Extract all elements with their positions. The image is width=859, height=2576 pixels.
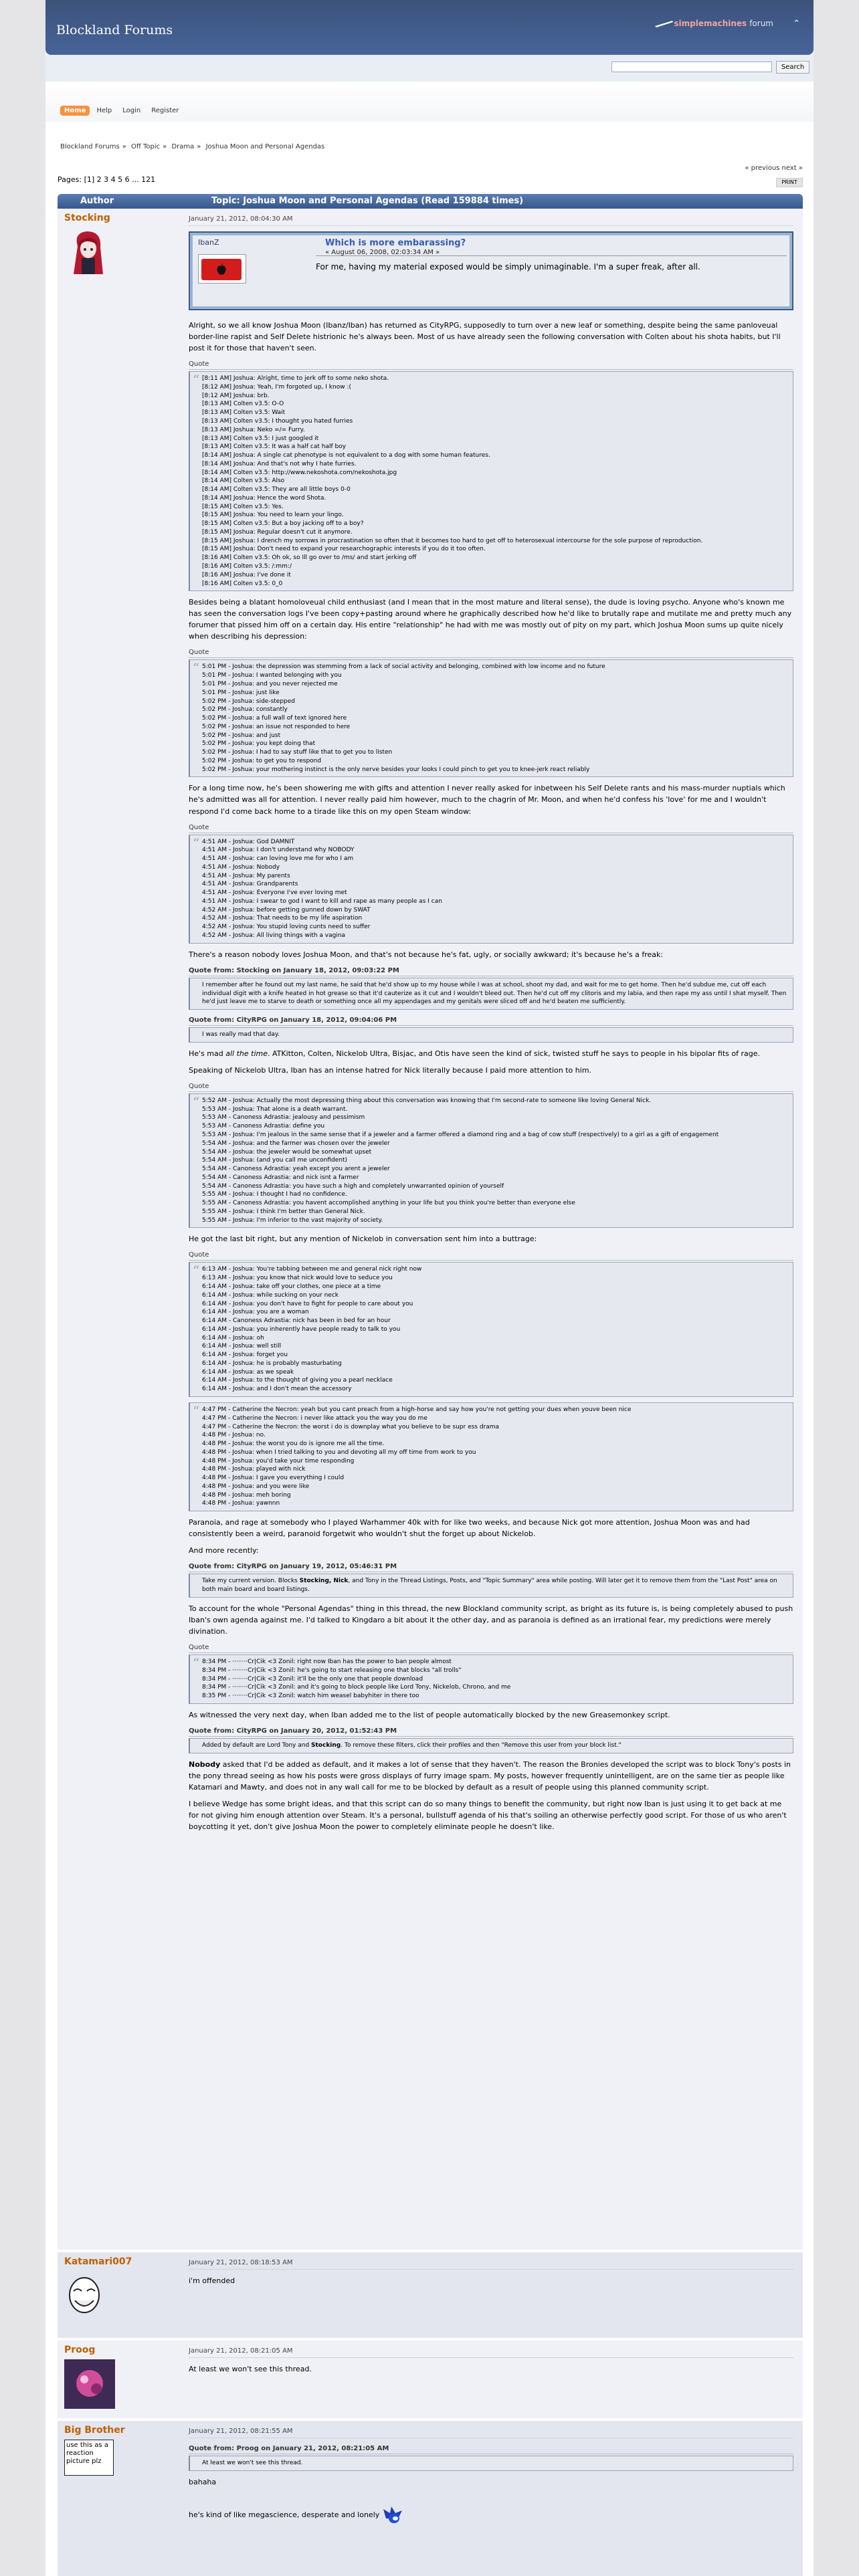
quote-line: 6:14 AM - Joshua: to the thought of giving you a pearl necklace (202, 1377, 393, 1384)
quote-header: Quote (189, 1644, 793, 1653)
forum-header (45, 0, 814, 55)
quote-line: 4:51 AM - Joshua: Everyone I've ever loving met (202, 889, 347, 897)
post-text: bahaha (189, 2477, 217, 2486)
quote-line: 6:14 AM - Canoness Adrastia: nick has been in bed for an hour (202, 1317, 391, 1325)
quote-line: [8:16 AM] Colten v3.5: Oh ok, so Ill go over to /ms/ and start jerking off (202, 554, 417, 562)
text-span: , and Tony in the Thread Listings, Posts, and "Topic Summary" area while posting. Will later get it to remove them from the "Last Post" area on both main board and board listings. (202, 1578, 777, 1594)
quote-line: 5:01 PM - Joshua: I wanted belonging with you (202, 672, 342, 679)
quote-line: 5:02 PM - Joshua: I had to say stuff like that to get you to listen (202, 749, 393, 756)
quote-block: “ 8:34 PM - ········Cr|Cik <3 Zonil: right now Iban has the power to ban people almost 8:34 PM - ········Cr|Cik <3 Zonil: he's going to start releasing one that blocks "all trolls" 8:34 PM - ········Cr|Cik <3 Zonil: it'll be the only one that people download 8:34 PM - ········Cr|Cik <3 Zonil: and it's going to block people like Lord Tony, Nickelob, Chrono, and me 8:35 PM - ········Cr|Cik <3 Zonil: watch him weasel babyhiter in there too (189, 1654, 793, 1704)
quote-line: 5:02 PM - Joshua: an issue not responded to here (202, 723, 351, 730)
post-paragraph: For a long time now, he's been showering me with gifts and attention I never really asked for inbetween his Self Delete rants and his mass-murder nuptials which he's admitted was all for attention. I never really paid him however, much to the chagrin of Mr. Moon, and when he'd confess his 'love' for me and I wouldn't respond I'd come back home to a tirade like this on my open Steam window: (189, 784, 785, 816)
breadcrumb-topic[interactable]: Joshua Moon and Personal Agendas (205, 143, 325, 150)
quote-line: 4:51 AM - Joshua: My parents (202, 872, 290, 879)
quote-header: Quote (189, 649, 793, 658)
quote-line: 5:53 AM - Joshua: That alone is a death warrant. (202, 1105, 348, 1113)
quote-text (195, 1577, 787, 1594)
quote-line: 5:55 AM - Joshua: I think I'm better than General Nick. (202, 1208, 365, 1215)
post-date: January 21, 2012, 08:04:30 AM (189, 215, 793, 226)
quote-line: 5:55 AM - Joshua: I thought I had no confidence. (202, 1191, 347, 1198)
pagination[interactable]: Pages: [1] 2 3 4 5 6 ... 121 (58, 175, 156, 184)
quote-line: 5:01 PM - Joshua: just like (202, 689, 280, 696)
smf-logo[interactable] (655, 19, 773, 28)
apple-icon (216, 263, 227, 276)
post-text: At least we won't see this thread. (189, 2365, 312, 2373)
quote-line: 4:48 PM - Joshua: no. (202, 1432, 266, 1439)
quote-line: [8:14 AM] Colten v3.5: Also (202, 477, 285, 485)
post-body (189, 2341, 793, 2387)
sig-title: Which is more embarassing? (325, 238, 466, 248)
quote-text (195, 1741, 787, 1750)
bold-text: Stocking, Nick (299, 1578, 349, 1585)
post-paragraph: Paranoia, and rage at somebody who I played Warhammer 40k with for like two weeks, and because Nick got more attention, Joshua Moon was and had consistently been a weird, paranoid forgetwit who wouldn't shut the forget up about Nickelob. (189, 1518, 750, 1539)
breadcrumb-drama[interactable]: Drama (171, 143, 195, 150)
smf-logo-brand: simplemachines (674, 19, 747, 28)
quote-line: [8:15 AM] Joshua: I drench my sorrows in procrastination so often that it becomes too hard to get off to heterosexual intercourse for the sole purpose of reproduction. (202, 537, 703, 544)
avatar[interactable] (64, 227, 165, 283)
quote-line: 5:53 AM - Canoness Adrastia: jealousy and pessimism (202, 1114, 365, 1121)
quote-block (189, 1574, 793, 1598)
post-body (189, 2252, 793, 2298)
quote-line: 4:51 AM - Joshua: I don't understand why NOBODY (202, 847, 355, 854)
quote-line: 6:14 AM - Joshua: as we speak (202, 1368, 294, 1376)
quote-line: 5:02 PM - Joshua: to get you to respond (202, 757, 322, 764)
poster-info (64, 2345, 165, 2411)
menu-login[interactable]: Login (122, 107, 141, 114)
quote-block: “ 5:52 AM - Joshua: Actually the most depressing thing about this conversation was knowing that I'm second-rate to someone like loving General Nick. 5:53 AM - Joshua: That alone is a death warrant. 5:53 AM - Canoness Adrastia: jealousy and pessimism 5:53 AM - Canoness Adrastia: define you 5:53 AM - Joshua: I'm jealous in the same sense that if a jeweler and a farmer offered a diamond ring and a bag of cow stuff (respectively) to a girl as a gift of engagement 5:54 AM - Joshua: and the farmer was chosen over the jeweler 5:54 AM - Joshua: the jeweler would be somewhat upset 5:54 AM - Joshua: (and you call me unconfident) 5:54 AM - Canoness Adrastia: yeah except you arent a jeweler 5:54 AM - Canoness Adrastia: and nick isnt a farmer 5:54 AM - Canoness Adrastia: you have such a high and completely unwarranted opinion of yourself 5:55 AM - Joshua: I thought I had no confidence. 5:55 AM - Canoness Adrastia: you havent accomplished anything in your life but you think you're better than everyone else 5:55 AM - Joshua: I think I'm better than General Nick. 5:55 AM - Joshua: I'm inferior to the vast majority of society. (189, 1093, 793, 1228)
post-paragraph: Alright, so we all know Joshua Moon (Ibanz/Iban) has returned as CityRPG, supposedly to turn over a new leaf or something, despite being the same panloveual border-line rapist and Self Delete histrionic he's always been. Most of us have already seen the following conversation with Colten about his shota habits, but I'll post it for those that haven't seen. (189, 321, 781, 353)
quote-line: 4:47 PM - Catherine the Necron: the worst i do is downplay what you believe to be supr ess drama (202, 1423, 500, 1430)
poster-name[interactable]: Stocking (64, 213, 110, 223)
post-paragraph (189, 1759, 793, 1793)
main-menu-bar (45, 82, 814, 122)
quote-line: [8:11 AM] Joshua: Alright, time to jerk off to some neko shota. (202, 375, 389, 383)
quote-line: 5:54 AM - Canoness Adrastia: you have such a high and completely unwarranted opinion of yourself (202, 1182, 504, 1190)
text-span: Added by default are Lord Tony and (202, 1741, 312, 1749)
quote-line: 6:14 AM - Joshua: take off your clothes, one piece at a time (202, 1283, 381, 1291)
avatar-image (64, 227, 111, 281)
post (58, 209, 803, 2252)
sig-text: For me, having my material exposed would be simply unimaginable. I'm a super freak, after all. (316, 262, 700, 272)
quote-line: 5:53 AM - Joshua: I'm jealous in the same sense that if a jeweler and a farmer offered a diamond ring and a bag of cow stuff (respectively) to a girl as a gift of engagement (202, 1132, 719, 1139)
quote-block: “ 4:47 PM - Catherine the Necron: yeah but you cant preach from a high-horse and say how you're not getting your dues when youve been nice 4:47 PM - Catherine the Necron: i never like attack you the way you do me 4:47 PM - Catherine the Necron: the worst i do is downplay what you believe to be supr ess drama 4:48 PM - Joshua: no. 4:48 PM - Joshua: the worst you do is ignore me all the time. 4:48 PM - Joshua: when I tried talking to you and devoting all my off time from work to you 4:48 PM - Joshua: you'd take your time responding 4:48 PM - Joshua: played with nick 4:48 PM - Joshua: I gave you everything I could 4:48 PM - Joshua: and you were like 4:48 PM - Joshua: meh boring 4:48 PM - Joshua: yawnnn (189, 1402, 793, 1511)
quote-line: 4:48 PM - Joshua: I gave you everything I could (202, 1475, 345, 1482)
topic-title: Topic: Joshua Moon and Personal Agendas (Read 159884 times) (211, 196, 524, 206)
quote-line: 8:34 PM - ········Cr|Cik <3 Zonil: right now Iban has the power to ban people almost (202, 1658, 452, 1665)
quote-line: 8:34 PM - ········Cr|Cik <3 Zonil: it'll be the only one that people download (202, 1675, 423, 1683)
quote-line: 5:52 AM - Joshua: Actually the most depressing thing about this conversation was knowing that I'm second-rate to someone like loving General Nick. (202, 1097, 652, 1104)
prev-next-links[interactable]: « previous next » (745, 165, 803, 172)
quote-line: 5:54 AM - Joshua: the jeweler would be somewhat upset (202, 1148, 372, 1156)
sig-date: « August 06, 2008, 02:03:34 AM » (325, 249, 440, 256)
quote-line: 6:13 AM - Joshua: You're tabbing between me and general nick right now (202, 1266, 422, 1273)
quote-line: [8:16 AM] Colten v3.5: /:mm:/ (202, 562, 292, 570)
bold-text: Stocking (311, 1741, 341, 1749)
quote-line: [8:15 AM] Joshua: Don't need to expand your researchographic interests if you do it too often. (202, 546, 486, 553)
emphasis-text: all the time (225, 1049, 268, 1058)
quote-line: 4:51 AM - Joshua: can loving love me for who I am (202, 855, 354, 863)
quote-line: 5:02 PM - Joshua: side-stepped (202, 697, 296, 705)
poster-name[interactable]: Proog (64, 2345, 96, 2355)
post-date: January 21, 2012, 08:21:05 AM (189, 2347, 793, 2358)
post (58, 2341, 803, 2421)
quote-line: 8:34 PM - ········Cr|Cik <3 Zonil: he's going to start releasing one that blocks "all trolls" (202, 1667, 462, 1674)
quote-line: [8:14 AM] Joshua: And that's not why I hate furries. (202, 460, 357, 467)
quote-text: At least we won't see this thread. (202, 2460, 303, 2466)
quote-line: 6:14 AM - Joshua: well still (202, 1343, 282, 1350)
quote-line: [8:15 AM] Colten v3.5: But a boy jacking off to a boy? (202, 520, 364, 528)
search-button[interactable]: Search (776, 61, 809, 74)
page-wrapper (45, 0, 814, 2576)
quote-line: 6:14 AM - Joshua: you don't have to fight for people to care about you (202, 1300, 413, 1307)
avatar[interactable] (64, 2359, 165, 2411)
quote-line: 4:52 AM - Joshua: All living things with a vagina (202, 932, 346, 939)
post-text (189, 2505, 793, 2525)
quote-line: [8:14 AM] Colten v3.5: http://www.nekoshota.com/nekoshota.jpg (202, 469, 397, 476)
quote-line: [8:13 AM] Joshua: Neko =/= Furry. (202, 426, 305, 433)
quote-line: 4:48 PM - Joshua: and you were like (202, 1483, 310, 1490)
quote-line: 6:14 AM - Joshua: while sucking on your neck (202, 1291, 339, 1299)
quote-text: I remember after he found out my last name, he said that he'd show up to my house while I was at school, shoot my dad, and wait for me to get home. Then he'd subdue me, cut off each individual digit with a knife heated in hot grease so that it'd cauterize as it cut and I wouldn't bleed out. Then he'd cut off my clitoris and my labia, and then rape my ass until I shat myself. Then he'd just leave me to starve to death or something once all my appendages and my genitals were sliced off and he'd beaten me sufficiently. (202, 981, 787, 1006)
quote-line: 5:02 PM - Joshua: a full wall of text ignored here (202, 715, 347, 722)
quote-text: I was really mad that day. (202, 1031, 280, 1039)
quote-line: 5:54 AM - Canoness Adrastia: yeah except you arent a jeweler (202, 1166, 390, 1173)
bold-text: Nobody (189, 1759, 221, 1769)
avatar[interactable] (64, 2271, 165, 2320)
poster-info (64, 2256, 165, 2320)
quote-line: 4:52 AM - Joshua: That needs to be my life aspiration (202, 915, 363, 922)
main-menu (60, 106, 183, 116)
quote-line: 4:48 PM - Joshua: meh boring (202, 1491, 291, 1499)
topic-header-bar (58, 194, 803, 209)
quote-line: 8:34 PM - ········Cr|Cik <3 Zonil: and it's going to block people like Lord Tony, Nickelob, Chrono, and me (202, 1684, 511, 1691)
quote-line: 5:53 AM - Canoness Adrastia: define you (202, 1123, 325, 1130)
quote-line: 4:47 PM - Catherine the Necron: i never like attack you the way you do me (202, 1414, 427, 1422)
text-span: . To remove these filters, click their profiles and then "Remove this user from your block list." (341, 1741, 622, 1749)
menu-help[interactable]: Help (96, 107, 112, 114)
breadcrumb-off-topic[interactable]: Off Topic (131, 143, 161, 150)
quote-line: [8:14 AM] Colten v3.5: They are all little boys 0-0 (202, 486, 351, 494)
text-span: He's mad (189, 1049, 226, 1058)
search-input[interactable] (611, 62, 772, 72)
print-button[interactable]: PRINT (776, 178, 803, 187)
avatar-text: use this as a reaction picture plz (66, 2442, 108, 2465)
sonic-emoji-icon (382, 2505, 403, 2525)
post-paragraph: And more recently: (189, 1546, 259, 1555)
post-paragraph: He got the last bit right, but any mention of Nickelob in conversation sent him into a buttrage: (189, 1235, 537, 1244)
quote-line: 5:55 AM - Canoness Adrastia: you havent accomplished anything in your life but you think you're better than everyone else (202, 1200, 575, 1207)
quote-line: [8:14 AM] Joshua: A single cat phenotype is not equivalent to a dog with some human features. (202, 452, 490, 459)
menu-register[interactable]: Register (151, 107, 179, 114)
search-bar (45, 55, 814, 82)
post-paragraph: Besides being a blatant homoloveual child enthusiast (and I mean that in the most mature and literal sense), the dude is loving psycho. Anyone who's known me has seen the conversation logs I've been copy+pasting around where he graphically described how he'd like to brutally rape and mutilate me and pretty much any forumer that pissed him off on a certain day. His entire "relationship" he had with me was mostly out of pity on my part, which Joshua Moon sums up quite nicely when describing his depression: (189, 598, 792, 641)
poster-name[interactable]: Katamari007 (64, 2256, 132, 2267)
quote-header[interactable]: Quote from: CityRPG on January 18, 2012, 09:04:06 PM (189, 1016, 793, 1026)
quote-line: [8:15 AM] Joshua: You need to learn your lingo. (202, 512, 344, 519)
poster-info (64, 213, 165, 283)
quote-block: “ 4:51 AM - Joshua: God DAMNIT 4:51 AM - Joshua: I don't understand why NOBODY 4:51 AM - Joshua: can loving love me for who I am 4:51 AM - Joshua: Nobody 4:51 AM - Joshua: My parents 4:51 AM - Joshua: Grandparents 4:51 AM - Joshua: Everyone I've ever loving met 4:51 AM - Joshua: I swear to god I want to kill and rape as many people as I can 4:52 AM - Joshua: before getting gunned down by SWAT 4:52 AM - Joshua: That needs to be my life aspiration 4:52 AM - Joshua: You stupid loving cunts need to suffer 4:52 AM - Joshua: All living things with a vagina (189, 835, 793, 944)
post-paragraph: As witnessed the very next day, when Iban added me to the list of people automatically blocked by the new Greasemonkey script. (189, 1710, 670, 1719)
signature-inner (193, 235, 789, 306)
quote-header[interactable]: Quote from: Stocking on January 18, 2012, 09:03:22 PM (189, 967, 793, 976)
quote-header: Quote (189, 824, 793, 833)
quote-block: “ 6:13 AM - Joshua: You're tabbing between me and general nick right now 6:13 AM - Joshua: you know that nick would love to seduce you 6:14 AM - Joshua: take off your clothes, one piece at a time 6:14 AM - Joshua: while sucking on your neck 6:14 AM - Joshua: you don't have to fight for people to care about you 6:14 AM - Joshua: you are a woman 6:14 AM - Canoness Adrastia: nick has been in bed for an hour 6:14 AM - Joshua: you inherently have people ready to talk to you 6:14 AM - Joshua: oh 6:14 AM - Joshua: well still 6:14 AM - Joshua: forget you 6:14 AM - Joshua: he is probably masturbating 6:14 AM - Joshua: as we speak 6:14 AM - Joshua: to the thought of giving you a pearl necklace 6:14 AM - Joshua: and I don't mean the accessory (189, 1262, 793, 1396)
quote-block (189, 1027, 793, 1043)
text-span: . ATKitton, Colten, Nickelob Ultra, Bisjac, and Otis have seen the kind of sick, twisted stuff he says to people in his bipolar fits of rage. (268, 1049, 761, 1058)
post-list (58, 209, 803, 2576)
breadcrumb: Blockland Forums » Off Topic » Drama » Joshua Moon and Personal Agendas (60, 143, 325, 150)
quote-line: 8:35 PM - ········Cr|Cik <3 Zonil: watch him weasel babyhiter in there too (202, 1693, 419, 1700)
post-body (189, 2421, 793, 2537)
quote-line: 4:48 PM - Joshua: you'd take your time responding (202, 1457, 355, 1465)
signature-quote-box (189, 231, 793, 310)
forum-name[interactable]: Blockland Forums (56, 23, 173, 37)
quote-line: 4:51 AM - Joshua: God DAMNIT (202, 838, 295, 845)
quote-line: 4:51 AM - Joshua: Grandparents (202, 881, 298, 888)
quote-line: [8:13 AM] Colten v3.5: O-O (202, 401, 284, 408)
post-paragraph: There's a reason nobody loves Joshua Moon, and that's not because he's fat, ugly, or socially awkward; it's because he's a freak: (189, 950, 664, 959)
quote-line: 5:01 PM - Joshua: and you never rejected me (202, 681, 338, 687)
quote-line: 5:54 AM - Joshua: (and you call me unconfident) (202, 1157, 348, 1164)
post-paragraph: I believe Wedge has some bright ideas, and that this script can do so many things to benefit the community, but right now Iban is just using it to get back at me for not giving him enough attention over Steam. It's a personal, bullstuff agenda of his that's soiling an otherwise perfectly good script. For those of us who aren't boycotting it yet, don't give Joshua Moon the power to completely eliminate people he doesn't like. (189, 1799, 787, 1831)
quote-line: 4:48 PM - Joshua: yawnnn (202, 1500, 280, 1507)
quote-block: “ 5:01 PM - Joshua: the depression was stemming from a lack of social activity and belonging, combined with low income and no future 5:01 PM - Joshua: I wanted belonging with you 5:01 PM - Joshua: and you never rejected me 5:01 PM - Joshua: just like 5:02 PM - Joshua: side-stepped 5:02 PM - Joshua: constantly 5:02 PM - Joshua: a full wall of text ignored here 5:02 PM - Joshua: an issue not responded to here 5:02 PM - Joshua: and just 5:02 PM - Joshua: you kept doing that 5:02 PM - Joshua: I had to say stuff like that to get you to listen 5:02 PM - Joshua: to get you to respond 5:02 PM - Joshua: your mothering instinct is the only nerve besides your looks I could pinch to get you to knee-jerk react reliably (189, 659, 793, 777)
text-span: he's kind of like megascience, desperate and lonely (189, 2510, 380, 2519)
collapse-header-icon[interactable]: ⌃ (793, 19, 800, 29)
quote-line: [8:16 AM] Colten v3.5: 0_0 (202, 580, 283, 587)
quote-header[interactable]: Quote from: Proog on January 21, 2012, 08:21:05 AM (189, 2445, 793, 2454)
quote-line: 5:55 AM - Joshua: I'm inferior to the vast majority of society. (202, 1216, 383, 1224)
quote-line: 5:02 PM - Joshua: you kept doing that (202, 740, 316, 748)
quote-line: 6:14 AM - Joshua: he is probably masturbating (202, 1360, 342, 1367)
quote-line: [8:15 AM] Joshua: Regular doesn't cut it anymore. (202, 528, 353, 536)
quote-line: [8:13 AM] Colten v3.5: It was a half cat half boy (202, 443, 347, 451)
post-paragraph (189, 1048, 793, 1059)
post-text: i'm offended (189, 2276, 235, 2285)
avatar[interactable] (64, 2440, 114, 2476)
post-date: January 21, 2012, 08:21:55 AM (189, 2428, 793, 2438)
quote-line: [8:14 AM] Joshua: Hence the word Shota. (202, 494, 326, 502)
quote-line: 4:52 AM - Joshua: You stupid loving cunts need to suffer (202, 924, 371, 931)
post-body (189, 209, 793, 1844)
quote-line: 6:13 AM - Joshua: you know that nick would love to seduce you (202, 1275, 393, 1282)
quote-line: 5:02 PM - Joshua: constantly (202, 706, 288, 714)
quote-block: “ [8:11 AM] Joshua: Alright, time to jerk off to some neko shota. [8:12 AM] Joshua: Yeah, I'm forgoted up, I know :( [8:12 AM] Joshua: brb. [8:13 AM] Colten v3.5: O-O [8:13 AM] Colten v3.5: Wait [8:13 AM] Colten v3.5: I thought you hated furries [8:13 AM] Joshua: Neko =/= Furry. [8:13 AM] Colten v3.5: I just googled it [8:13 AM] Colten v3.5: It was a half cat half boy [8:14 AM] Joshua: A single cat phenotype is not equivalent to a dog with some human features. [8:14 AM] Joshua: And that's not why I hate furries. [8:14 AM] Colten v3.5: http://www.nekoshota.com/nekoshota.jpg [8:14 AM] Colten v3.5: Also [8:14 AM] Colten v3.5: They are all little boys 0-0 [8:14 AM] Joshua: Hence the word Shota. [8:15 AM] Colten v3.5: Yes. [8:15 AM] Joshua: You need to learn your lingo. [8:15 AM] Colten v3.5: But a boy jacking off to a boy? [8:15 AM] Joshua: Regular doesn't cut it anymore. [8:15 AM] Joshua: I drench my sorrows in procrastination so often that it becomes too hard to get off to heterosexual intercourse for the sole purpose of reproduction. [8:15 AM] Joshua: Don't need to expand your researchographic interests if you do it too often. [8:16 AM] Colten v3.5: Oh ok, so Ill go over to /ms/ and start jerking off [8:16 AM] Colten v3.5: /:mm:/ [8:16 AM] Joshua: I've done it [8:16 AM] Colten v3.5: 0_0 (189, 371, 793, 591)
menu-home[interactable]: Home (60, 106, 90, 116)
quote-header: Quote (189, 1083, 793, 1092)
poster-name[interactable]: Big Brother (64, 2425, 125, 2436)
smf-gear-icon (655, 19, 674, 27)
quote-line: [8:13 AM] Colten v3.5: Wait (202, 409, 286, 417)
quote-line: 5:02 PM - Joshua: and just (202, 732, 281, 739)
quote-header[interactable]: Quote from: CityRPG on January 19, 2012, 05:46:31 PM (189, 1563, 793, 1572)
quote-header: Quote (189, 360, 793, 370)
post (58, 2421, 803, 2576)
quote-line: [8:12 AM] Joshua: Yeah, I'm forgoted up, I know :( (202, 383, 351, 391)
quote-line: 6:14 AM - Joshua: you are a woman (202, 1309, 309, 1316)
quote-line: 4:48 PM - Joshua: the worst you do is ignore me all the time. (202, 1440, 385, 1448)
quote-line: 5:54 AM - Canoness Adrastia: and nick isnt a farmer (202, 1174, 359, 1181)
post-paragraph: To account for the whole "Personal Agendas" thing in this thread, the new Blockland community script, as bright as its future is, is being completely abused to push Iban's own agenda against me. I'd talked to Kingdaro a bit about it the other day, and as paranoia is defined as an irrational fear, my predictions were merely divination. (189, 1604, 793, 1636)
quote-block (189, 1738, 793, 1753)
breadcrumb-home[interactable]: Blockland Forums (60, 143, 120, 150)
post-date: January 21, 2012, 08:18:53 AM (189, 2259, 793, 2270)
sig-user: IbanZ (198, 238, 219, 247)
quote-line: 5:54 AM - Joshua: and the farmer was chosen over the jeweler (202, 1140, 390, 1147)
quote-line: 6:14 AM - Joshua: oh (202, 1334, 264, 1341)
quote-header[interactable]: Quote from: CityRPG on January 20, 2012, 01:52:43 PM (189, 1727, 793, 1737)
quote-line: 4:48 PM - Joshua: played with nick (202, 1466, 306, 1473)
avatar-image (64, 2359, 115, 2409)
quote-line: 6:14 AM - Joshua: you inherently have people ready to talk to you (202, 1325, 401, 1333)
sig-avatar (198, 254, 246, 284)
quote-line: 4:52 AM - Joshua: before getting gunned down by SWAT (202, 906, 371, 914)
quote-line: 5:01 PM - Joshua: the depression was stemming from a lack of social activity and belonging, combined with low income and no future (202, 663, 605, 671)
quote-line: [8:12 AM] Joshua: brb. (202, 392, 270, 399)
quote-line: [8:15 AM] Colten v3.5: Yes. (202, 503, 284, 510)
quote-line: [8:13 AM] Colten v3.5: I just googled it (202, 435, 319, 442)
quote-line: [8:13 AM] Colten v3.5: I thought you hated furries (202, 417, 353, 425)
quote-header: Quote (189, 1251, 793, 1261)
quote-block (189, 978, 793, 1010)
quote-line: 4:51 AM - Joshua: I swear to god I want to kill and rape as many people as I can (202, 897, 442, 905)
author-column-label: Author (80, 196, 114, 206)
post (58, 2252, 803, 2341)
quote-line: 4:47 PM - Catherine the Necron: yeah but you cant preach from a high-horse and say how you're not getting your dues when youve been nice (202, 1406, 632, 1413)
text-span: asked that I'd be added as default, and it makes a lot of sense that they haven't. The reason the Bronies developed the script was to block Tony's posts in the pony thread seeing as how his posts were gross displays of furry image spam. My posts, however frequently unintelligent, are on the same tier as people like Katamari and Mawty, and does not in any wall call for me to be blocked by default as a result of people using this planned community script. (189, 1759, 791, 1792)
text-span: Take my current version. Blocks (202, 1578, 300, 1585)
quote-block (189, 2456, 793, 2471)
quote-line: 6:14 AM - Joshua: and I don't mean the accessory (202, 1386, 352, 1393)
quote-line: 4:51 AM - Joshua: Nobody (202, 863, 280, 871)
quote-line: 4:48 PM - Joshua: when I tried talking to you and devoting all my off time from work to you (202, 1448, 476, 1456)
post-paragraph: Speaking of Nickelob Ultra, Iban has an intense hatred for Nick literally because I paid more attention to him. (189, 1065, 592, 1075)
poster-info (64, 2425, 165, 2476)
quote-line: 5:02 PM - Joshua: your mothering instinct is the only nerve besides your looks I could pinch to get you to knee-jerk react reliably (202, 766, 590, 773)
quote-line: 6:14 AM - Joshua: forget you (202, 1352, 288, 1359)
quote-line: [8:16 AM] Joshua: I've done it (202, 571, 291, 578)
smf-logo-suffix: forum (749, 19, 773, 28)
avatar-image (64, 2271, 104, 2318)
